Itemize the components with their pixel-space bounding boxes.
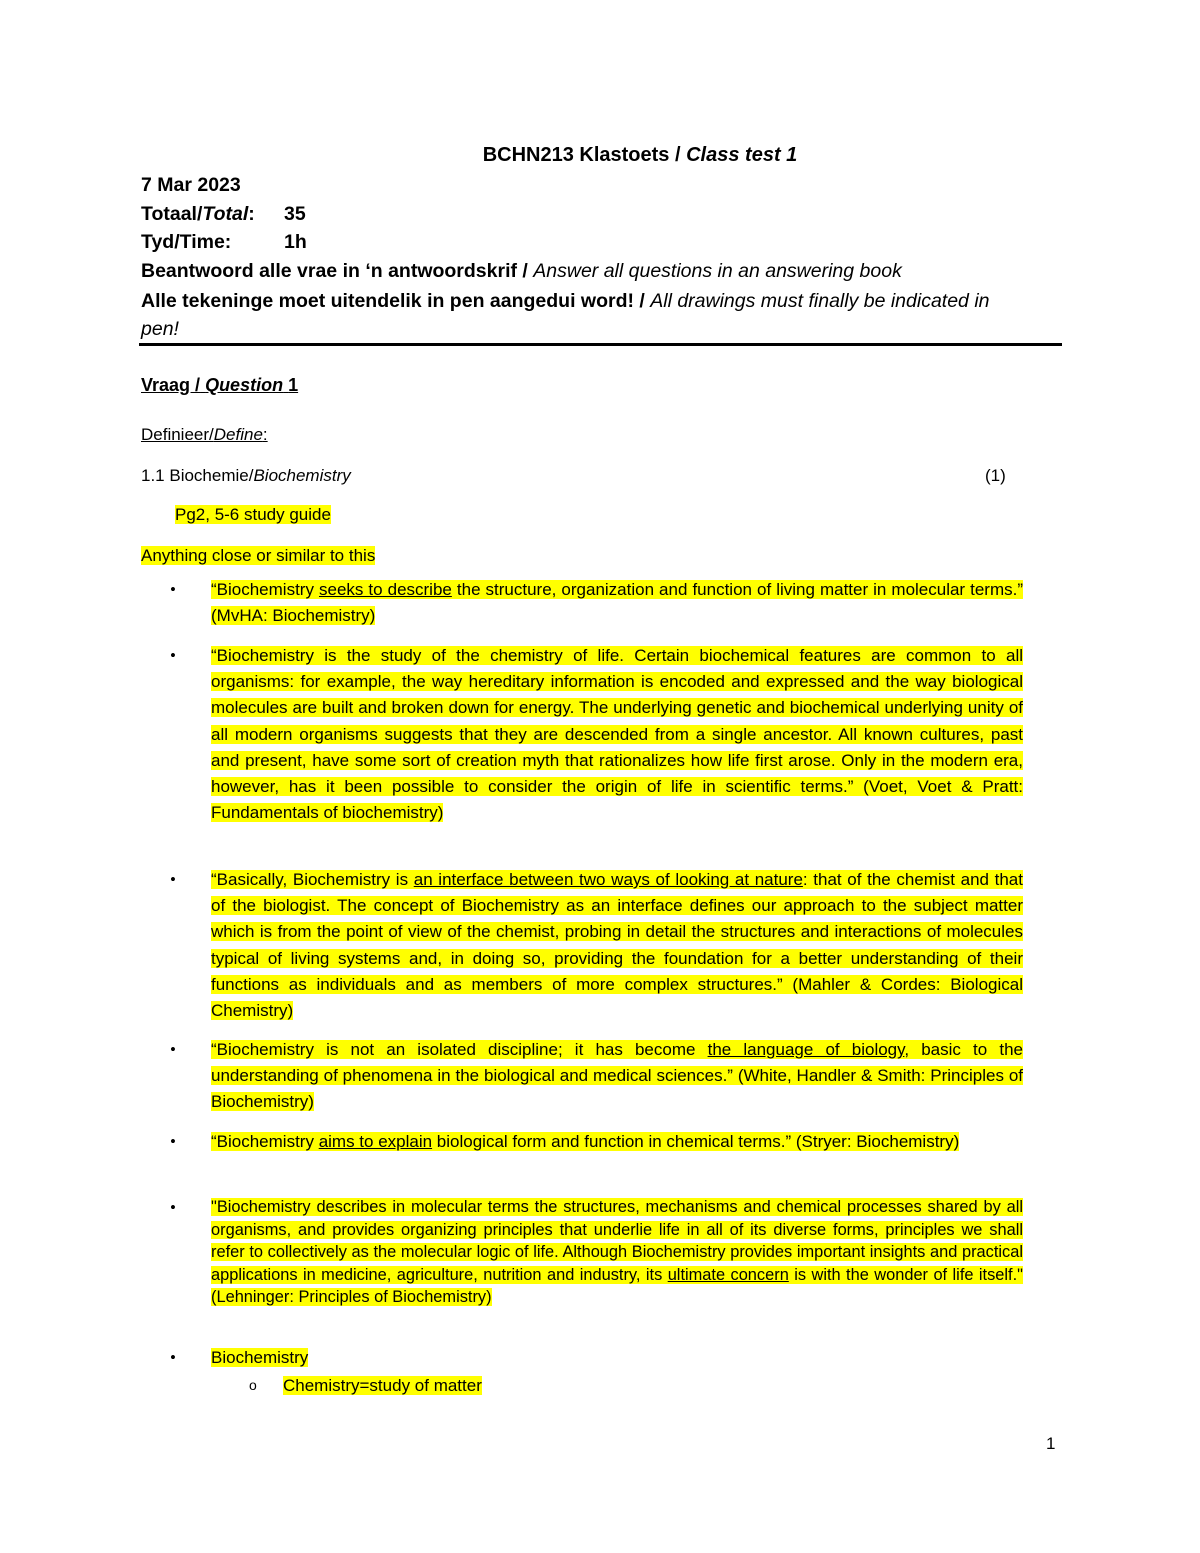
b1-b: the structure, organization and function of living matter in molecular terms.” (MvHA: Biochemistry) <box>211 580 1024 626</box>
question-number: 1 <box>288 375 299 395</box>
bullet-icon: • <box>170 1040 176 1059</box>
question-heading-plain: Vraag / <box>141 375 201 395</box>
header-divider <box>139 343 1062 346</box>
instruction-1-italic: Answer all questions in an answering book <box>533 260 902 282</box>
define-label <box>141 425 268 445</box>
b3-b: : that of the chemist and that of the biologist. The concept of Biochemistry as an interface defines our approach to the subject matter which is from the point of view of the chemist, probing in detail the structures and interactions of molecules typical of living systems and, in doing so, providing the foundation for a better understanding of their functions as individuals and as members of more complex structures.” (Mahler & Cordes: Biological Chemistry) <box>211 870 1023 1021</box>
define-italic: Define <box>213 425 263 444</box>
page-title <box>0 144 1200 167</box>
instruction-1-plain: Beantwoord alle vrae in ‘n antwoordskrif / <box>141 260 528 282</box>
bullet-icon: • <box>170 870 176 889</box>
define-colon: : <box>262 425 268 444</box>
reference-text: Pg2, 5-6 study guide <box>175 505 331 524</box>
b6-u: ultimate concern <box>667 1265 789 1284</box>
title-italic: Class test 1 <box>686 144 798 166</box>
b3-a: “Basically, Biochemistry is <box>211 870 414 889</box>
instruction-2-italic-cont: pen! <box>141 318 179 340</box>
total-value: 35 <box>284 203 306 225</box>
bullet-icon: • <box>170 580 176 599</box>
answer-lead <box>141 546 375 566</box>
bullet-6 <box>211 1196 1023 1309</box>
b4-a: “Biochemistry is not an isolated discipline; it has become <box>211 1040 708 1059</box>
bullet-1 <box>211 577 1023 629</box>
b2-text: “Biochemistry is the study of the chemistry of life. Certain biochemical features are common to all organisms: for example, the way hereditary information is encoded and expressed and the way biological molecules are built and broken down for energy. The underlying genetic and biochemical underlying unity of all modern organisms suggests that they are descended from a single ancestor. All known cultures, past and present, have some sort of creation myth that rationalizes how life first arose. Only in the modern era, however, has it been possible to consider the origin of life in scientific terms.” (Voet, Voet & Pratt: Fundamentals of biochemistry) <box>211 646 1023 823</box>
bullet-7 <box>211 1345 1023 1371</box>
item-italic: Biochemistry <box>253 466 351 485</box>
bullet-2 <box>211 643 1023 826</box>
instruction-drawings-cont <box>141 318 179 341</box>
lead-text: Anything close or similar to this <box>141 546 376 565</box>
b5-a: “Biochemistry <box>211 1132 319 1151</box>
instruction-2-italic: All drawings must finally be indicated in <box>650 290 990 312</box>
b5-b: biological form and function in chemical terms.” (Stryer: Biochemistry) <box>432 1132 960 1151</box>
time-label: Tyd/Time: <box>141 231 232 253</box>
bullet-icon: • <box>170 1348 176 1367</box>
define-plain: Definieer/ <box>141 425 214 444</box>
b7-text: Biochemistry <box>211 1348 309 1367</box>
title-plain: BCHN213 Klastoets / <box>482 144 681 166</box>
item-plain: 1.1 Biochemie/ <box>141 466 254 485</box>
item-mark: (1) <box>985 466 1006 485</box>
page-number: 1 <box>1046 1434 1056 1453</box>
b4-b: , basic to the understanding of phenomena in the biological and medical sciences.” (White, Handler & Smith: Principles of Biochemistry) <box>211 1040 1023 1112</box>
b6-b: is with the wonder of life itself." (Lehninger: Principles of Biochemistry) <box>211 1265 1023 1307</box>
total-colon: : <box>248 203 255 225</box>
instruction-answer-book <box>141 260 902 283</box>
question-heading <box>141 375 298 396</box>
sub-bullet-icon: o <box>249 1377 257 1393</box>
bullet-5 <box>211 1129 1023 1155</box>
bullet-icon: • <box>170 1132 176 1151</box>
bullet-3 <box>211 867 1023 1024</box>
b1-a: “Biochemistry <box>211 580 319 599</box>
time-value: 1h <box>284 231 307 253</box>
bullet-icon: • <box>170 1198 176 1217</box>
b6-a: "Biochemistry describes in molecular terms the structures, mechanisms and chemical processes shared by all organisms, and provides organizing principles that underlie life in all of its diverse forms, principles we shall refer to collectively as the molecular logic of life. Although Biochemistry provides important insights and practical applications in medicine, agriculture, nutrition and industry, its <box>211 1198 1023 1284</box>
b1-u: seeks to describe <box>318 580 452 599</box>
sub-bullet-1 <box>283 1376 482 1396</box>
test-date: 7 Mar 2023 <box>141 174 241 196</box>
b3-u: an interface between two ways of looking at nature <box>413 870 803 889</box>
total-line <box>141 203 255 226</box>
bullet-4 <box>211 1037 1023 1116</box>
instruction-drawings <box>141 290 990 313</box>
bullet-icon: • <box>170 646 176 665</box>
instruction-2-plain: Alle tekeninge moet uitendelik in pen aangedui word! / <box>141 290 645 312</box>
b4-u: the language of biology <box>707 1040 905 1059</box>
study-guide-reference <box>175 505 331 525</box>
b5-u: aims to explain <box>318 1132 433 1151</box>
total-label-italic: Total <box>202 203 249 225</box>
sub1-text: Chemistry=study of matter <box>283 1376 482 1395</box>
item-1-1 <box>141 466 351 486</box>
question-heading-italic: Question <box>205 375 284 395</box>
total-label: Totaal/ <box>141 203 203 225</box>
